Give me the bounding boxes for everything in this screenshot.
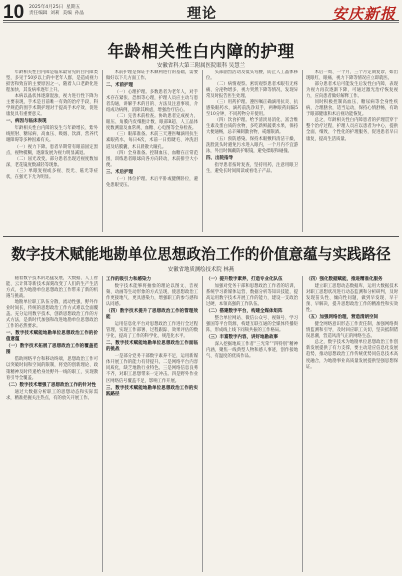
- editor-label: 责任编辑: [29, 11, 48, 16]
- article-1-col-2: [106, 70, 198, 232]
- subheading: 三、数字技术赋能地勘单位思想政治工作的实践路径: [106, 385, 198, 397]
- paragraph: 指导患者按时复查，坚持用药，注意用眼卫生，避免长时间阅读或看电子产品。: [206, 162, 298, 174]
- page-number: 10: [3, 2, 25, 23]
- column-divider: [102, 276, 103, 572]
- subheading: （四）数字技术提升了思想政治工作的管理效能: [106, 309, 198, 321]
- paragraph: 借助网络平台和移动终端，思想政治工作可以突破时间和空间的限制，将党的创新理论、政策精神及时传递给身处野外一线的职工，实现教育引导全覆盖。: [6, 357, 98, 381]
- paragraph: （一）体位护理。术后平卧或健侧卧位，避免患眼受压。: [106, 176, 198, 188]
- article-1-title: 年龄相关性白内障的护理: [107, 42, 295, 61]
- subheading: 一、数字技术赋能地勘单位思想政治工作的价值意蕴: [6, 331, 98, 343]
- paragraph: 同时积极控制高血压、糖尿病等全身性疾病，合理膳食，适当运动，保持心情舒畅，有助于眼部健康和术后视功能恢复。: [306, 100, 398, 118]
- article-2-col-1: [6, 276, 98, 572]
- paragraph: 年龄相关性白内障是临床最常见的白内障类型，多见于50岁以上的中老年人群，是造成视力损害和致盲的主要原因之一。随着人口老龄化进程加快，其发病率逐年上升。: [6, 70, 98, 94]
- paragraph: 本病以晶状体逐渐混浊、视力进行性下降为主要表现，手术是目前唯一有效的治疗手段，科学规范的围手术期护理对于提高手术疗效、促进康复具有重要意义。: [6, 94, 98, 118]
- paragraph: 术前护理是保证手术顺利进行的基础，需要做好以下几方面工作。: [106, 70, 198, 82]
- subheading: （二）数字技术增强了思想政治工作的针对性: [6, 382, 96, 388]
- article-1-col-3: [206, 70, 298, 232]
- column-divider: [202, 70, 203, 232]
- article-1-byline: 安徽省科大第三附属医院眼科 吴慧兰: [157, 63, 245, 69]
- column-divider: [302, 276, 303, 572]
- article-2-col-2: [106, 276, 198, 572]
- subheading: 三、术后护理: [106, 169, 133, 175]
- paragraph: （三）用药护理。遵医嘱正确滴用抗炎、抗感染眼药水，滴药前洗净双手，两种眼药间隔5至10分钟，不同药物分开使用。: [206, 100, 298, 118]
- subheading: （一）数字技术拓展了思想政治工作的覆盖范围: [6, 344, 98, 356]
- subheading: 四、出院指导: [206, 155, 233, 161]
- newspaper-brand: 安庆新报: [331, 5, 396, 23]
- paragraph: 头部剧烈活动及低头弯腰，防止人工晶体移位。: [206, 70, 298, 82]
- paragraph: （四）饮食护理。给予清淡易消化、富含维生素及蛋白质的食物，多吃新鲜蔬菜水果，保持大便通畅，忌辛辣刺激食物，戒烟限酒。: [206, 118, 298, 136]
- paragraph: 术后一周、一个月、三个月定期复诊，如出现眼红、眼痛、视力下降等情况应立即就医。: [306, 70, 398, 82]
- article-2-col-3: [206, 276, 298, 572]
- paragraph: 运用信息化平台对思想政治工作进行全过程管理，实现工作部署、过程跟踪、效果评估的数字化，提高了工作的科学化、规范化水平。: [106, 322, 198, 340]
- article-1-col-4: [306, 70, 398, 232]
- paragraph: （三）单眼复视或多视、畏光、眩光等症状，在强光下尤为明显。: [6, 168, 98, 180]
- article-2-byline: 安徽省地质测绘技术院 林燕: [167, 267, 235, 273]
- paragraph: 通过大数据分析职工的思想动态和实际需求，精准把握关注热点，有的放矢开展工作。: [6, 389, 98, 401]
- subheading: （三）丰富数字内容，讲好地勘故事: [206, 335, 278, 341]
- column-divider: [302, 70, 303, 232]
- issue-date: 2025年4月25日: [29, 5, 64, 10]
- subheading: （五）加强网络治理，营造清朗空间: [306, 315, 378, 321]
- article-1-col-1: [6, 70, 98, 232]
- designer-label: 美编: [62, 11, 72, 16]
- issue-meta: [29, 5, 87, 17]
- paragraph: 一是部分党务干部数字素养不足，运用新媒体开展工作的能力有待提升。二是网络平台内容同质化，缺乏地勘行业特色。三是网络信息良莠不齐，对职工思想带来一定冲击。四是野外作业区网络信号覆盖不足，影响工作开展。: [106, 354, 198, 384]
- column-divider: [102, 70, 103, 232]
- editor-name: 刘莉: [50, 11, 60, 16]
- section-title: 理论: [187, 6, 217, 22]
- subheading: （四）强化数据赋能，推进精准化服务: [306, 277, 383, 282]
- subheading: 工作的吸引力和感染力: [106, 277, 151, 282]
- paragraph: （一）视力下降。患者早期常有眼前固定黑点，视物模糊，逐渐发展为视力明显减退。: [6, 144, 98, 156]
- paragraph: 数字技术能够将抽象的理论以图文、音视频、动画等生动形象的方式呈现，使思想政治工作更接地气、更具感染力，增强职工的参与感和认同感。: [106, 284, 198, 308]
- header-rule-thin: [3, 22, 399, 23]
- column-divider: [202, 276, 203, 572]
- paragraph: （三）眼部准备。术前三天遵医嘱滴用抗生素眼药水，每日4次，术前一日剪睫毛、冲洗泪道及结膜囊，术日晨散大瞳孔。: [106, 132, 198, 150]
- paragraph: 加强对党务干部和思想政治工作者的培训，系统学习新媒体运营、数据分析等知识技能，提高运用数字技术开展工作的能力，建设一支政治过硬、本领高强的工作队伍。: [206, 284, 298, 308]
- subheading: 二、术前护理: [106, 83, 133, 89]
- paragraph: 地勘单位职工队伍分散、流动性强，野外作业时间长，传统的思想政治工作方式难以全面覆盖。充分运用数字技术，创新思想政治工作的方式方法，是新时代加强和改进地勘单位思想政治工作的必然要求。: [6, 300, 98, 330]
- article-2-col-4: [306, 276, 398, 572]
- paragraph: 整合单位网站、微信公众号、视频号、学习强国等平台资源，构建互联互通的全媒体传播矩阵，形成线上线下同频共振的工作格局。: [206, 316, 298, 334]
- paragraph: 随着数字技术的迅猛发展，大数据、人工智能、云计算等新技术深刻改变了人们的生产生活方式，也为地勘单位思想政治工作带来了新的机遇与挑战。: [6, 276, 98, 300]
- paragraph: 建立职工思想动态数据库，运用大数据技术对职工思想状况进行动态监测和分析研判，及时发现苗头性、倾向性问题，做到早发现、早干预、早解决，提升思想政治工作的精准性和实效性。: [306, 284, 398, 314]
- paragraph: （五）预防感染。保持术眼敷料清洁干燥，洗脸洗头时避免污水进入眼内，一个月内不宜游泳，外出时佩戴防护眼镜，避免揉眼和碰撞。: [206, 136, 298, 154]
- paragraph: （一）心理护理。多数患者为老年人，对手术存在紧张、恐惧等心理，护理人员应主动与患者沟通，讲解手术的目的、方法及注意事项，介绍成功病例，消除其顾虑，增强治疗信心。: [106, 90, 198, 114]
- paragraph: 总之，数字技术为地勘单位思想政治工作创新发展提供了有力支撑，要主动适应信息化发展趋势，推动思想政治工作传统优势同信息技术高度融合，为地勘事业高质量发展提供坚强思想保证。: [306, 340, 398, 370]
- article-2-title: 数字技术赋能地勘单位思想政治工作的价值意蕴与实践路径: [11, 246, 391, 263]
- paragraph: 健全网络意识形态工作责任制，加强网络舆情监测和引导，及时回应职工关切，坚决抵制错误思潮，营造风清气正的网络生态。: [306, 322, 398, 340]
- article-divider-rule: [3, 236, 399, 237]
- paragraph: （二）病情观察。密切观察患者术眼有无疼痛、分泌物增多、视力突然下降等情况，发现异常及时报告医生处理。: [206, 82, 298, 100]
- paragraph: （二）屈光改变。部分患者出现近视度数加深，老花镜度数减轻等现象。: [6, 156, 98, 168]
- paragraph: 部分患者术后可能发生后发性白内障，表现为视力再次逐渐下降，可通过激光治疗恢复视力，应向患者做好解释工作。: [306, 82, 398, 100]
- paragraph: （四）全身准备。控制血压、血糖在正常范围，训练患者眼球向各方向转动，术前排空大小便。: [106, 150, 198, 168]
- masthead: [0, 0, 402, 36]
- paragraph: 年龄相关性白内障的发生与年龄增长、紫外线照射、糖尿病、高血压、吸烟、饮酒、营养代谢障碍等多种因素有关。: [6, 126, 98, 144]
- paragraph: 深入挖掘地质工作者“三光荣”“四特别”精神内涵，聚焦一线典型人物和感人事迹，创作接地气、有温度的优质作品。: [206, 342, 298, 360]
- subheading: （一）提升数字素养，打造专业化队伍: [206, 277, 283, 282]
- issue-weekday: 星期五: [66, 5, 81, 10]
- designer-name: 孙晶: [74, 11, 84, 16]
- paragraph: 总之，年龄相关性白内障患者的护理贯穿于整个治疗过程，护理人员应以患者为中心，提供全面、细致、个性化的护理服务，促进患者早日康复，提高生活质量。: [306, 118, 398, 142]
- subheading: 一、病因与临床表现: [6, 119, 47, 125]
- paragraph: （二）完善术前检查。协助患者完成视力、眼压、角膜内皮细胞计数、眼部B超、人工晶体度数测量及血常规、血糖、心电图等全身检查。: [106, 114, 198, 132]
- subheading: （二）搭建数字平台，构建全媒体矩阵: [206, 309, 283, 315]
- header-rule: [3, 20, 399, 21]
- subheading: 二、数字技术赋能地勘单位思想政治工作面临的挑战: [106, 341, 198, 353]
